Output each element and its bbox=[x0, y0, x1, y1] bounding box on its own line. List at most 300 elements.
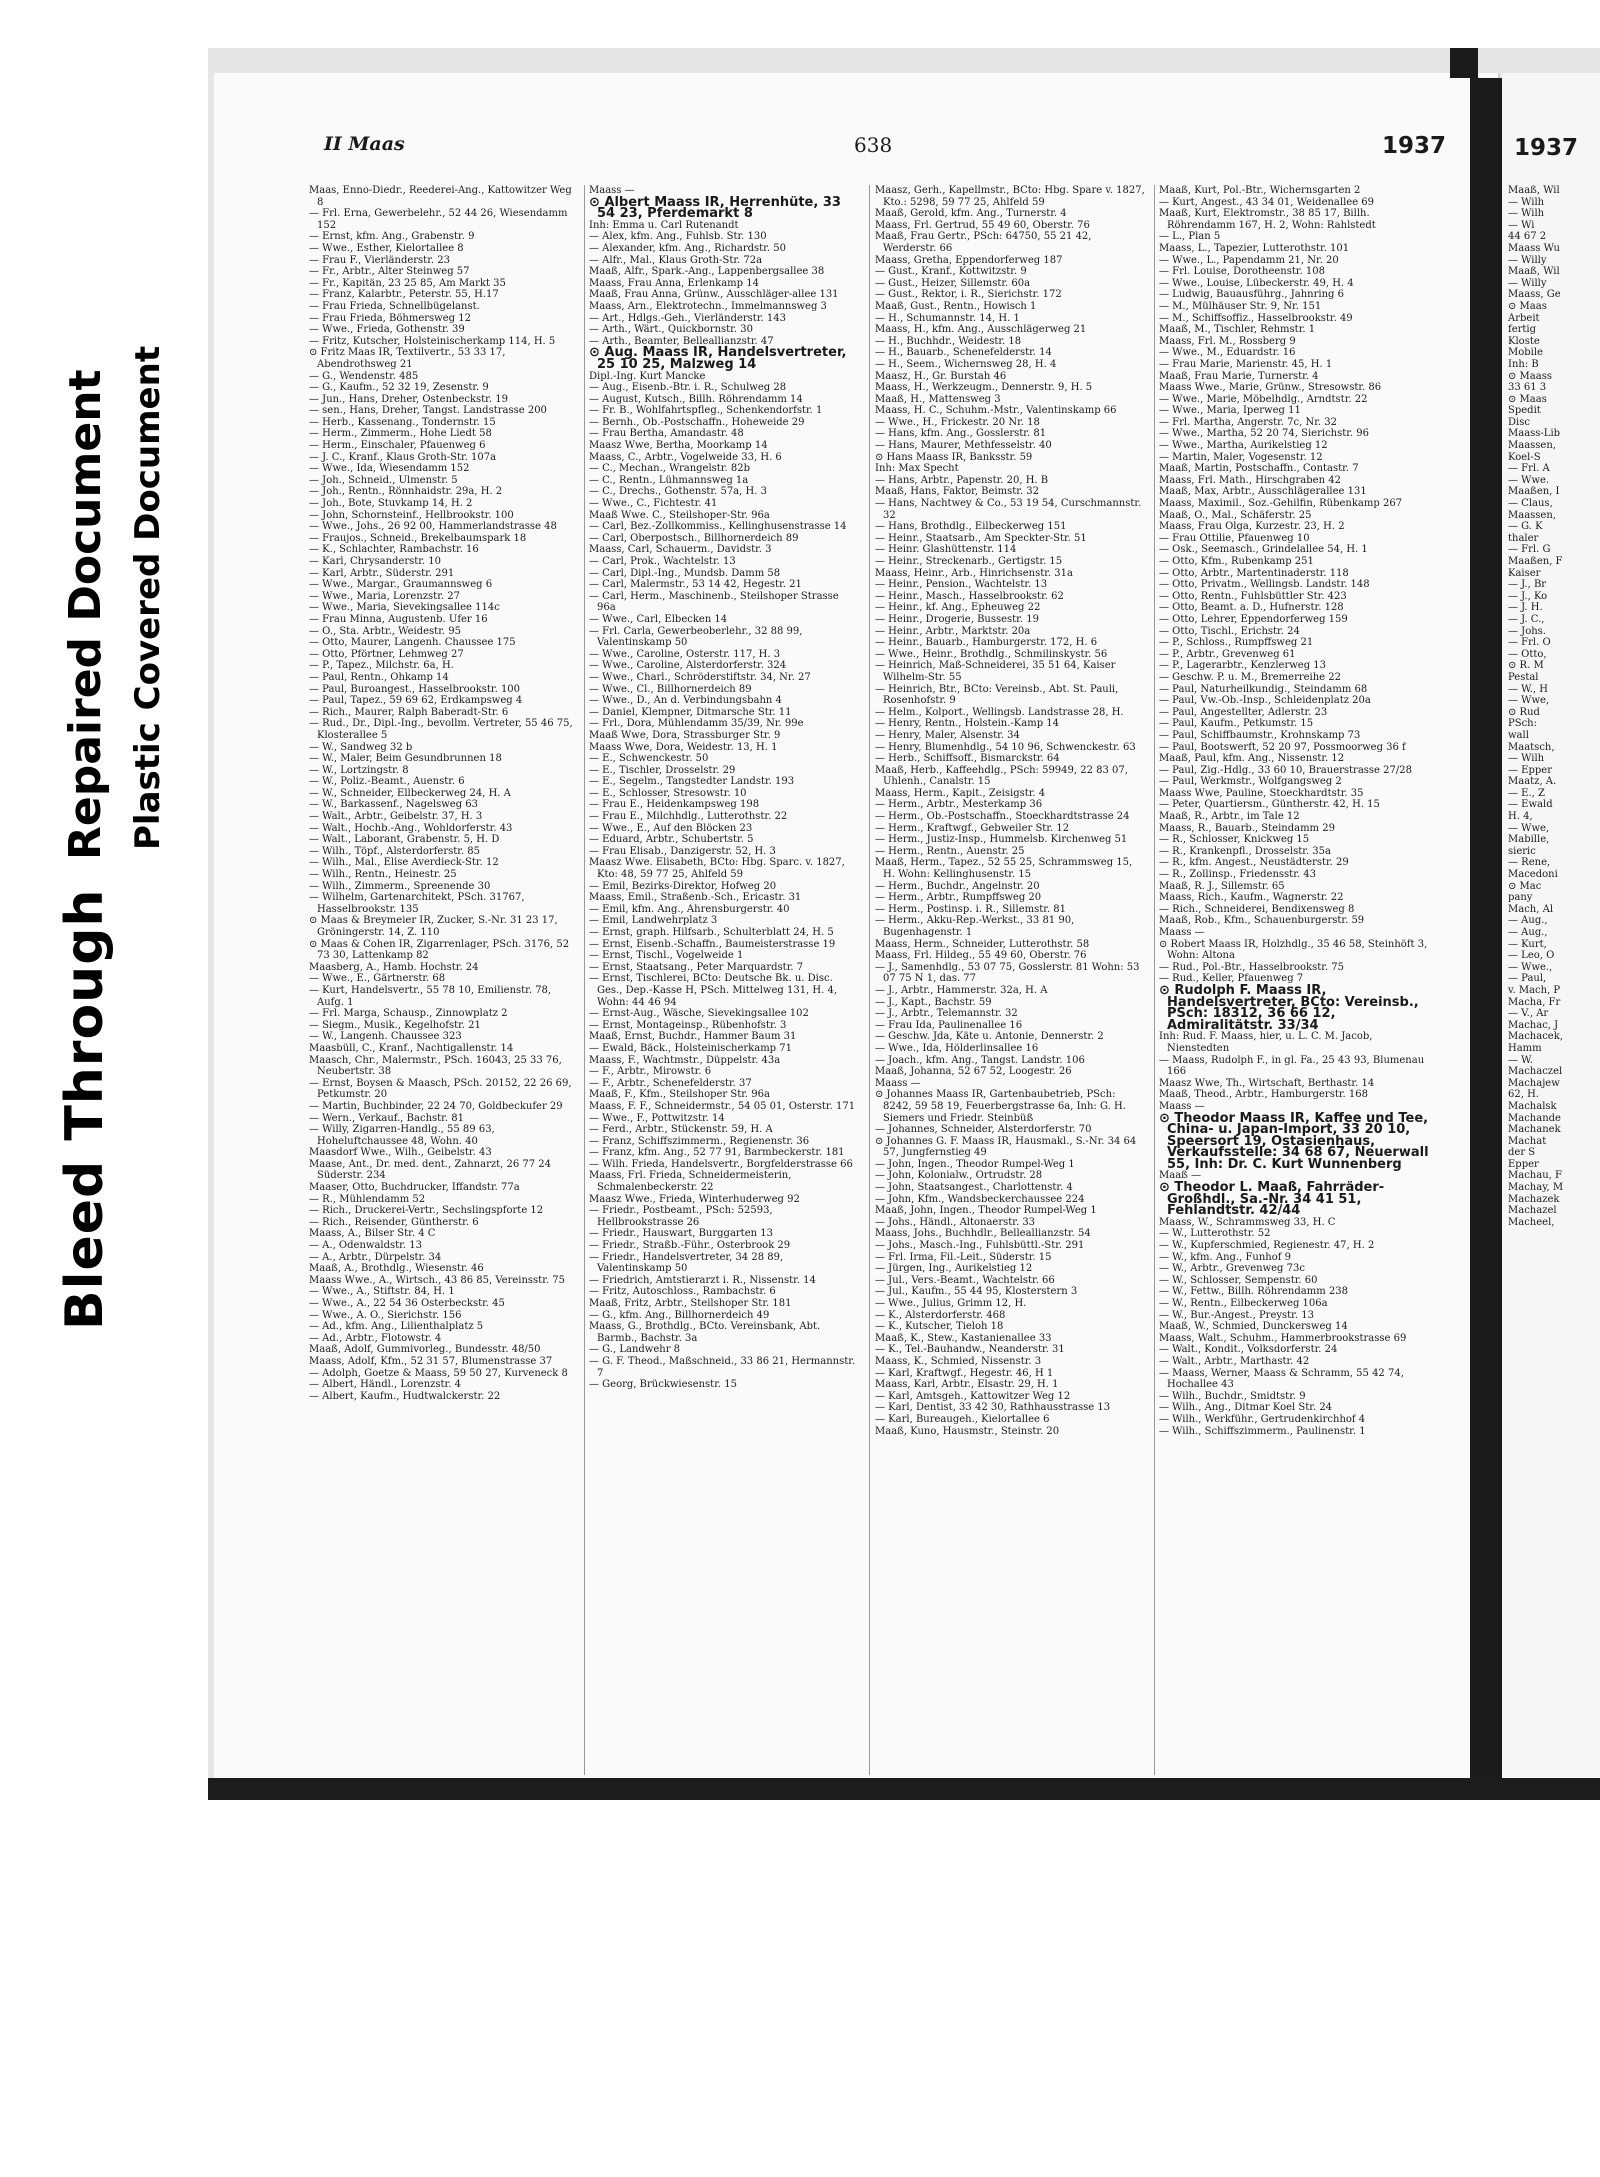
directory-entry: — Wilh., Buchdr., Smidtstr. 9 bbox=[1159, 1390, 1306, 1402]
directory-entry: Maass, Herm., Kapit., Zeisigstr. 4 bbox=[875, 787, 1046, 799]
directory-entry: — Henry, Maler, Alsenstr. 34 bbox=[875, 729, 1020, 741]
directory-entry: — Herm., Arbtr., Rumpffsweg 20 bbox=[875, 892, 1042, 904]
directory-entry: Maass, R., Bauarb., Steindamm 29 bbox=[1159, 822, 1335, 834]
directory-entry: — E., Schlosser, Stresowstr. 10 bbox=[589, 787, 747, 799]
directory-entry: — Frau F., Vierländerstr. 23 bbox=[309, 254, 450, 266]
directory-entry: — Rich., Druckerei-Vertr., Sechslingspforte 12 bbox=[309, 1205, 544, 1217]
directory-entry: — Carl, Prok., Wachtelstr. 13 bbox=[589, 556, 736, 567]
next-page-entry: — Kurt, bbox=[1508, 938, 1547, 950]
next-page-entry: Koel-S bbox=[1508, 451, 1541, 463]
page-number: 638 bbox=[854, 133, 893, 157]
directory-entry: — Hans, Arbtr., Papenstr. 20, H. B bbox=[875, 474, 1049, 486]
directory-entry: — W., Schlosser, Sempenstr. 60 bbox=[1159, 1274, 1318, 1286]
next-page-entry: pany bbox=[1508, 892, 1533, 904]
next-page-entry: — J., Br bbox=[1508, 579, 1547, 591]
directory-entry: — W., Sandweg 32 b bbox=[309, 741, 413, 753]
directory-entry: — Herm., Kraftwgf., Gebweiler Str. 12 bbox=[875, 822, 1070, 834]
directory-entry: — Fr. B., Wohlfahrtspfleg., Schenkendorfstr. 1 bbox=[589, 405, 823, 417]
next-page-entry: Macheel, bbox=[1508, 1216, 1555, 1228]
directory-entry: — Herm., Ob.-Postschaffn., Stoeckhardtstrasse 24 bbox=[875, 811, 1130, 823]
directory-entry: — Franz, Schiffszimmerm., Regienenstr. 36 bbox=[589, 1135, 810, 1147]
directory-entry: — R., Krankenpfl., Drosselstr. 35a bbox=[1159, 845, 1331, 857]
next-page-entry: Machacek, bbox=[1508, 1031, 1563, 1043]
directory-entry: — Jul., Vers.-Beamt., Wachtelstr. 66 bbox=[875, 1274, 1055, 1286]
next-page-entry: ⊙ R. M bbox=[1508, 660, 1544, 672]
directory-entry: — W., Barkassenf., Nagelsweg 63 bbox=[309, 799, 479, 811]
next-page-entry: Machande bbox=[1508, 1112, 1561, 1124]
directory-entry: — Wwe., Martha, 52 20 74, Sierichstr. 96 bbox=[1159, 428, 1370, 440]
directory-entry: — Fraujos., Schneid., Brekelbaumspark 18 bbox=[309, 532, 527, 544]
directory-entry: — Fritz, Autoschloss., Rambachstr. 6 bbox=[589, 1286, 776, 1298]
directory-entry: Maasz, Gerh., Kapellmstr., BCto: Hbg. Spare v. 1827, Kto.: 5298, 59 77 25, Ahlfeld 59 bbox=[875, 185, 1145, 208]
directory-entry: — Walt., Hochb.-Ang., Wohldorferstr. 43 bbox=[309, 822, 513, 834]
directory-entry: Maass, H., kfm. Ang., Ausschlägerweg 21 bbox=[875, 324, 1087, 336]
directory-entry: Maaß, F., Kfm., Steilshoper Str. 96a bbox=[589, 1089, 770, 1101]
next-page-entry: — Frl. O bbox=[1508, 637, 1551, 649]
column-divider bbox=[584, 185, 585, 1775]
directory-entry: Maass, K., Schmied, Nissenstr. 3 bbox=[875, 1355, 1042, 1367]
next-page-entry: Machalsk bbox=[1508, 1100, 1557, 1112]
directory-entry: — J., Samenhdlg., 53 07 75, Gosslerstr. 81 Wohn: 53 07 75 N 1, das. 77 bbox=[875, 961, 1140, 985]
directory-entry: — John, Kfm., Wandsbeckerchaussee 224 bbox=[875, 1193, 1085, 1205]
directory-entry: — Osk., Seemasch., Grindelallee 54, H. 1 bbox=[1159, 544, 1368, 556]
directory-entry: — Friedr., Postbeamt., PSch: 52593, Hellbrookstrasse 26 bbox=[589, 1205, 773, 1228]
directory-entry: — Joh., Bote, Stuvkamp 14, H. 2 bbox=[309, 498, 473, 510]
directory-entry: — Wilh., Töpf., Alsterdorferstr. 85 bbox=[309, 845, 481, 857]
next-page-entry: v. Mach, P bbox=[1508, 984, 1561, 996]
next-page-year: 1937 bbox=[1514, 135, 1579, 161]
directory-entry: — Emil, Landwehrplatz 3 bbox=[589, 915, 718, 927]
directory-entry: — Herm., Justiz-Insp., Hummelsb. Kirchenweg 51 bbox=[875, 834, 1128, 846]
directory-entry: — Paul, Kaufm., Petkumstr. 15 bbox=[1159, 718, 1314, 730]
directory-entry: — Henry, Blumenhdlg., 54 10 96, Schwenckestr. 63 bbox=[875, 741, 1136, 753]
directory-entry: — M., Schiffsoffiz., Hasselbrookstr. 49 bbox=[1159, 312, 1353, 324]
directory-entry: — Otto, Privatm., Wellingsb. Landstr. 148 bbox=[1159, 579, 1370, 591]
directory-entry: — John, Kolonialw., Ortrudstr. 28 bbox=[875, 1170, 1043, 1182]
directory-entry: — Paul, Tapez., 59 69 62, Erdkampsweg 4 bbox=[309, 695, 523, 707]
directory-entry: ⊙ Hans Maass IR, Banksstr. 59 bbox=[875, 451, 1033, 463]
directory-entry: — Hans, Maurer, Methfesselstr. 40 bbox=[875, 440, 1052, 452]
directory-entry: Maaß, Kurt, Elektromstr., 38 85 17, Billh. Röhrendamm 167, H. 2, Wohn: Rahlstedt bbox=[1159, 208, 1376, 231]
directory-entry: — Frau Ida, Paulinenallee 16 bbox=[875, 1019, 1023, 1031]
repaired-document-label: Repaired Document bbox=[60, 369, 111, 860]
directory-entry: — Frau Bertha, Amandastr. 48 bbox=[589, 428, 744, 440]
directory-entry: Inh: Emma u. Carl Rutenandt bbox=[589, 219, 739, 231]
directory-entry: — K., Alsterdorferstr. 468 bbox=[875, 1309, 1006, 1321]
directory-entry: — Walt., Arbtr., Marthastr. 42 bbox=[1159, 1355, 1310, 1367]
directory-entry: Maass, Frau Anna, Erlenkamp 14 bbox=[589, 277, 759, 289]
directory-entry: — H., Buchhdr., Weidestr. 18 bbox=[875, 335, 1022, 347]
directory-entry: — Wilh., Ang., Ditmar Koel Str. 24 bbox=[1159, 1402, 1333, 1414]
directory-entry: Maaß, Gust., Rentn., Howisch 1 bbox=[875, 300, 1037, 312]
directory-entry: — Karl, Dentist, 33 42 30, Rathhausstrasse 13 bbox=[875, 1402, 1111, 1414]
directory-entry: — Helm., Kolport., Wellingsb. Landstrasse 28, H. bbox=[875, 706, 1124, 718]
directory-entry: ⊙ Aug. Maass IR, Handelsvertreter, 25 10 25, Malzweg 14 bbox=[589, 345, 847, 372]
directory-column-3 bbox=[875, 185, 1145, 1775]
directory-entry: ⊙ Johannes G. F. Maass IR, Hausmakl., S.-Nr. 34 64 57, Jungfernstieg 49 bbox=[875, 1135, 1137, 1159]
directory-entry: Maasberg, A., Hamb. Hochstr. 24 bbox=[309, 961, 479, 973]
directory-entry: Maass, Karl, Arbtr., Elsastr. 29, H. 1 bbox=[875, 1379, 1059, 1391]
directory-entry: — Alfr., Mal., Klaus Groth-Str. 72a bbox=[589, 254, 763, 266]
directory-entry: — Wwe., Martha, Aurikelstieg 12 bbox=[1159, 440, 1328, 452]
directory-entry: — Wwe., Heinr., Brothdlg., Schmilinskystr. 56 bbox=[875, 648, 1108, 660]
directory-entry: — Heinr., Bauarb., Hamburgerstr. 172, H. 6 bbox=[875, 637, 1098, 649]
directory-entry: — L., Plan 5 bbox=[1159, 231, 1221, 243]
directory-entry: — W., Schneider, Ellbeckerweg 24, H. A bbox=[309, 787, 511, 799]
directory-entry: — Alex, kfm. Ang., Fuhlsb. Str. 130 bbox=[589, 231, 767, 243]
directory-entry: — Wwe., Caroline, Alsterdorferstr. 324 bbox=[589, 660, 787, 672]
directory-entry: — Wwe., F., Pottwitzstr. 14 bbox=[589, 1112, 725, 1124]
next-page-entry: Machay, M bbox=[1508, 1182, 1564, 1194]
directory-entry: — E., Schwenckestr. 50 bbox=[589, 753, 709, 765]
directory-entry: — Wern., Verkauf., Bachstr. 81 bbox=[309, 1112, 464, 1124]
next-page-entry: wall bbox=[1508, 729, 1529, 741]
next-page-entry: — Claus, bbox=[1508, 498, 1553, 510]
directory-entry: Maass, Frl. Hildeg., 55 49 60, Oberstr. 76 bbox=[875, 950, 1087, 962]
directory-entry: ⊙ Albert Maass IR, Herrenhüte, 33 54 23, Pferdemarkt 8 bbox=[589, 194, 841, 222]
next-page-entry: — V., Ar bbox=[1508, 1008, 1549, 1020]
directory-entry: — Ernst, Staatsang., Peter Marquardstr. 7 bbox=[589, 961, 804, 973]
directory-entry: Maass, Gretha, Eppendorferweg 187 bbox=[875, 254, 1063, 266]
directory-entry: — Gust., Heizer, Sillemstr. 60a bbox=[875, 277, 1031, 289]
directory-entry: ⊙ Theodor Maass IR, Kaffee und Tee, China- u. Japan-Import, 33 20 10, Speersort 19, Ostasienhaus, Verkaufsstelle: 34 68 67, Neuerwall 55, Inh: Dr. C. Kurt Wunnenberg bbox=[1159, 1110, 1429, 1172]
next-page-entry: Maass Wu bbox=[1508, 242, 1560, 254]
directory-entry: — E., Tischler, Drosselstr. 29 bbox=[589, 764, 736, 776]
directory-entry: — P., Arbtr., Grevenweg 61 bbox=[1159, 648, 1296, 660]
directory-entry: — G., Kaufm., 52 32 19, Zesenstr. 9 bbox=[309, 382, 489, 394]
directory-column-4 bbox=[1159, 185, 1429, 1775]
directory-entry: Maass — bbox=[1159, 1100, 1205, 1112]
directory-entry: — Frau E., Heidenkampsweg 198 bbox=[589, 799, 760, 811]
next-page-entry: — Frl. G bbox=[1508, 544, 1551, 556]
directory-entry: — Wilhelm, Gartenarchitekt, PSch. 31767, Hasselbrookstr. 135 bbox=[309, 892, 525, 915]
scan-bottom-edge bbox=[208, 1778, 1600, 1800]
next-page-entry: — Wwe., bbox=[1508, 961, 1553, 973]
directory-entry: — Daniel, Klempner, Ditmarsche Str. 11 bbox=[589, 706, 792, 718]
directory-entry: — Wwe., Caroline, Osterstr. 117, H. 3 bbox=[589, 648, 781, 660]
directory-entry: — Carl, Bez.-Zollkommiss., Kellinghusenstrasse 14 bbox=[589, 521, 847, 533]
next-page-entry: — Willy bbox=[1508, 277, 1547, 289]
directory-entry: — Georg, Brückwiesenstr. 15 bbox=[589, 1379, 737, 1391]
directory-entry: — Wwe., D., An d. Verbindungsbahn 4 bbox=[589, 695, 782, 707]
directory-entry: — Wilh., Schiffszimmerm., Paulinenstr. 1 bbox=[1159, 1425, 1366, 1437]
directory-entry: — Herb., Kassenang., Tondernstr. 15 bbox=[309, 416, 496, 428]
directory-entry: Maass — bbox=[1159, 927, 1205, 938]
directory-entry: Maass, Frl. Frieda, Schneidermeisterin, Schmalenbeckerstr. 22 bbox=[589, 1170, 792, 1194]
directory-entry: — Wwe., Carl, Elbecken 14 bbox=[589, 613, 728, 625]
page-year: 1937 bbox=[1382, 133, 1447, 159]
directory-entry: Maaß Wwe, Dora, Strassburger Str. 9 bbox=[589, 729, 781, 741]
next-page-entry: — J., Ko bbox=[1508, 590, 1548, 602]
directory-entry: — Frau Elisab., Danzigerstr. 52, H. 3 bbox=[589, 845, 776, 857]
directory-entry: — Wwe., A. O., Sierichstr. 156 bbox=[309, 1309, 462, 1321]
directory-entry: Maass, Adolf, Kfm., 52 31 57, Blumenstrasse 37 bbox=[309, 1355, 553, 1367]
next-page-entry: — G. K bbox=[1508, 521, 1543, 533]
directory-entry: — G. F. Theod., Maßschneid., 33 86 21, Hermannstr. 7 bbox=[589, 1355, 856, 1379]
next-page-entry: Kaiser bbox=[1508, 567, 1541, 579]
next-page-entry: PSch: bbox=[1508, 718, 1537, 730]
next-page-entry: — J. C., bbox=[1508, 613, 1545, 625]
directory-entry: Maasz Wwe. Elisabeth, BCto: Hbg. Sparc. v. 1827, Kto: 48, 59 77 25, Ahlfeld 59 bbox=[589, 857, 845, 881]
plastic-covered-label: Plastic Covered Document bbox=[128, 345, 168, 850]
directory-entry: Maaß, Herm., Tapez., 52 55 25, Schrammsweg 15, H. Wohn: Kellinghusenstr. 15 bbox=[875, 857, 1133, 881]
directory-entry: Maass, G., Brothdlg., BCto. Vereinsbank, Abt. Barmb., Bachstr. 3a bbox=[589, 1321, 821, 1344]
directory-entry: — Wwe., Ida, Wiesendamm 152 bbox=[309, 463, 470, 475]
directory-entry: Maasbüll, C., Kranf., Nachtigallenstr. 14 bbox=[309, 1042, 514, 1054]
directory-entry: — H., Schumannstr. 14, H. 1 bbox=[875, 312, 1020, 324]
directory-entry: — Wwe., Marie, Möbelhdlg., Arndtstr. 22 bbox=[1159, 393, 1368, 405]
directory-entry: — Wwe., L., Papendamm 21, Nr. 20 bbox=[1159, 254, 1339, 266]
directory-entry: — R., Zollinsp., Friedensstr. 43 bbox=[1159, 869, 1316, 881]
next-page-entry: — Willy bbox=[1508, 254, 1547, 266]
directory-entry: Maaß, Hans, Faktor, Beimstr. 32 bbox=[875, 486, 1040, 498]
directory-entry: — Ewald, Bäck., Holsteinischerkamp 71 bbox=[589, 1042, 792, 1054]
directory-entry: — Rich., Reisender, Güntherstr. 6 bbox=[309, 1216, 479, 1228]
next-page-entry: — Epper bbox=[1508, 764, 1552, 776]
directory-entry: — Walt., Arbtr., Geibelstr. 37, H. 3 bbox=[309, 811, 483, 823]
directory-entry: — Herm., Zimmerm., Hohe Liedt 58 bbox=[309, 428, 492, 440]
directory-entry: — W., Langenh. Chaussee 323 bbox=[309, 1031, 462, 1043]
directory-entry: — W., Kupferschmied, Regienestr. 47, H. 2 bbox=[1159, 1240, 1375, 1252]
next-page-entry: Epper bbox=[1508, 1158, 1539, 1170]
directory-entry: — Paul, Buroangest., Hasselbrookstr. 100 bbox=[309, 683, 521, 695]
directory-entry: — K., Tel.-Bauhandw., Neanderstr. 31 bbox=[875, 1344, 1065, 1356]
directory-entry: — Jürgen, Ing., Aurikelstieg 12 bbox=[875, 1263, 1033, 1275]
directory-entry: — Herm., Arbtr., Mesterkamp 36 bbox=[875, 799, 1043, 811]
directory-entry: ⊙ Robert Maass IR, Holzhdlg., 35 46 58, Steinhöft 3, Wohn: Altona bbox=[1159, 938, 1428, 962]
directory-entry: Maaß, R. J., Sillemstr. 65 bbox=[1159, 880, 1285, 892]
directory-entry: — K., Schlachter, Rambachstr. 16 bbox=[309, 544, 479, 556]
next-page-entry: Macedoni bbox=[1508, 869, 1558, 881]
directory-entry: ⊙ Rudolph F. Maass IR, Handelsvertreter, BCto: Vereinsb., PSch: 18312, 36 66 12, Admiralitätstr. 33/34 bbox=[1159, 982, 1419, 1033]
directory-entry: — Ludwig, Bauausführg., Jahnring 6 bbox=[1159, 289, 1344, 301]
directory-entry: — Johannes, Schneider, Alsterdorferstr. 70 bbox=[875, 1124, 1092, 1136]
directory-entry: — Ernst, Tischlerei, BCto: Deutsche Bk. u. Disc. Ges., Dep.-Kasse H, PSch. Mittelweg 131, H. 4, Wohn: 44 46 94 bbox=[589, 973, 838, 1008]
directory-entry: — Kurt, Handelsvertr., 55 78 10, Emilienstr. 78, Aufg. 1 bbox=[309, 984, 552, 1008]
next-page-entry: Mobile bbox=[1508, 347, 1543, 359]
directory-entry: Dipl.-Ing. Kurt Mancke bbox=[589, 370, 706, 382]
directory-entry: — R., Schlosser, Knickweg 15 bbox=[1159, 834, 1310, 846]
directory-entry: — Otto, Maurer, Langenh. Chaussee 175 bbox=[309, 637, 516, 649]
directory-entry: — Emil, Bezirks-Direktor, Hofweg 20 bbox=[589, 880, 777, 892]
directory-entry: — Wwe., E., Auf den Blöcken 23 bbox=[589, 822, 753, 834]
next-page-entry: Machazel bbox=[1508, 1205, 1557, 1217]
directory-entry: ⊙ Maas & Cohen IR, Zigarrenlager, PSch. 3176, 52 73 30, Lattenkamp 82 bbox=[309, 938, 570, 962]
next-page-entry: — E., Z bbox=[1508, 787, 1545, 799]
next-page-entry: fertig bbox=[1508, 324, 1537, 336]
directory-entry: — W., Poliz.-Beamt., Auenstr. 6 bbox=[309, 776, 465, 788]
directory-entry: — Frl. Irma, Fil.-Leit., Süderstr. 15 bbox=[875, 1251, 1052, 1263]
directory-entry: — Heinr., Drogerie, Bussestr. 19 bbox=[875, 613, 1039, 625]
directory-entry: — Friedr., Hauswart, Burggarten 13 bbox=[589, 1228, 773, 1240]
directory-entry: — Ad., Arbtr., Flotowstr. 4 bbox=[309, 1332, 442, 1344]
directory-entry: — Rich., Schneiderei, Bendixensweg 8 bbox=[1159, 903, 1355, 915]
next-page-entry: Maaß, Wil bbox=[1508, 185, 1560, 196]
directory-entry: — H., Bauarb., Schenefelderstr. 14 bbox=[875, 347, 1052, 359]
directory-entry: — Hans, Nachtwey & Co., 53 19 54, Curschmannstr. 32 bbox=[875, 498, 1142, 521]
next-page-entry: 44 67 2 bbox=[1508, 231, 1547, 243]
directory-entry: — Walt., Kondit., Volksdorferstr. 24 bbox=[1159, 1344, 1338, 1356]
directory-entry: — Paul, Rentn., Ohkamp 14 bbox=[309, 671, 449, 683]
next-page-entry: ⊙ Maas bbox=[1508, 300, 1547, 312]
directory-entry: — Eduard, Arbtr., Schubertstr. 5 bbox=[589, 834, 754, 846]
directory-entry: — Ernst, Montageinsp., Rübenhofstr. 3 bbox=[589, 1019, 787, 1031]
next-page-entry: Maassen, bbox=[1508, 509, 1556, 521]
next-page-entry: H. 4, bbox=[1508, 811, 1533, 823]
directory-entry: — Frau Ottilie, Pfauenweg 10 bbox=[1159, 532, 1310, 544]
directory-entry: — Maass, Rudolph F., in gl. Fa., 25 43 93, Blumenau 166 bbox=[1159, 1054, 1425, 1078]
directory-entry: — John, Schornsteinf., Hellbrookstr. 100 bbox=[309, 509, 514, 521]
directory-entry: — Herb., Schiffsoff., Bismarckstr. 64 bbox=[875, 753, 1060, 765]
directory-entry: — M., Mülhäuser Str. 9, Nr. 151 bbox=[1159, 300, 1322, 312]
directory-entry: Maaß, O., Mal., Schäferstr. 25 bbox=[1159, 509, 1312, 521]
directory-entry: — Herm., Postinsp. i. R., Sillemstr. 81 bbox=[875, 903, 1067, 915]
directory-entry: — Siegm., Musik., Kegelhofstr. 21 bbox=[309, 1019, 481, 1031]
next-page-entry: — W., H bbox=[1508, 683, 1548, 695]
next-page-entry: — Leo, O bbox=[1508, 950, 1555, 962]
directory-entry: — Heinr. Glashüttenstr. 114 bbox=[875, 544, 1017, 556]
directory-entry: — Carl, Malermstr., 53 14 42, Hegestr. 21 bbox=[589, 579, 802, 591]
next-page-entry: — Frl. A bbox=[1508, 463, 1550, 475]
next-page-entry: ⊙ Maas bbox=[1508, 393, 1547, 405]
directory-entry: Maasdorf Wwe., Wilh., Geibelstr. 43 bbox=[309, 1147, 492, 1159]
directory-entry: — Ernst, Tischl., Vogelweide 1 bbox=[589, 950, 744, 962]
next-page-entry: Inh: B bbox=[1508, 358, 1539, 370]
next-page-entry: Mabille, bbox=[1508, 834, 1550, 846]
directory-entry: — Wwe., Ida, Hölderlinsallee 16 bbox=[875, 1042, 1039, 1054]
directory-entry: — Alexander, kfm. Ang., Richardstr. 50 bbox=[589, 242, 786, 254]
next-page-column bbox=[1508, 185, 1598, 1775]
directory-entry: Maasz Wwe, Bertha, Moorkamp 14 bbox=[589, 440, 768, 452]
directory-entry: — Karl, Amtsgeh., Kattowitzer Weg 12 bbox=[875, 1390, 1071, 1402]
directory-entry: — G., kfm. Ang., Billhornerdeich 49 bbox=[589, 1309, 770, 1321]
directory-entry: — Rud., Pol.-Btr., Hasselbrookstr. 75 bbox=[1159, 961, 1345, 973]
directory-entry: Maaß, Max, Arbtr., Ausschlägerallee 131 bbox=[1159, 486, 1367, 498]
directory-entry: Maaß, Kuno, Hausmstr., Steinstr. 20 bbox=[875, 1425, 1060, 1437]
next-page-entry: Machaczel bbox=[1508, 1066, 1563, 1078]
directory-entry: — Franz, kfm. Ang., 52 77 91, Barmbeckerstr. 181 bbox=[589, 1147, 845, 1159]
directory-entry: — Jul., Kaufm., 55 44 95, Klosterstern 3 bbox=[875, 1286, 1078, 1298]
directory-entry: ⊙ Maas & Breymeier IR, Zucker, S.-Nr. 31 23 17, Gröningerstr. 14, Z. 110 bbox=[309, 915, 558, 938]
next-page-entry: — Wilh bbox=[1508, 208, 1545, 220]
directory-entry: — W., Bur.-Angest., Preystr. 13 bbox=[1159, 1309, 1314, 1321]
directory-entry: Maaß, John, Ingen., Theodor Rumpel-Weg 1 bbox=[875, 1205, 1097, 1217]
directory-entry: — Heinr., kf. Ang., Epheuweg 22 bbox=[875, 602, 1041, 614]
directory-entry: Maass, H., Werkzeugm., Dennerstr. 9, H. 5 bbox=[875, 382, 1093, 394]
directory-entry: Maaß, Ernst, Buchdr., Hammer Baum 31 bbox=[589, 1031, 797, 1043]
page-header-left: II Maas bbox=[324, 133, 405, 155]
directory-entry: Maass, Rich., Kaufm., Wagnerstr. 22 bbox=[1159, 892, 1344, 904]
directory-entry: — O., Sta. Arbtr., Weidestr. 95 bbox=[309, 625, 461, 637]
directory-entry: — Joh., Schneid., Ulmenstr. 5 bbox=[309, 474, 458, 486]
directory-entry: Maaß, Frau Gertr., PSch: 64750, 55 21 42, Werderstr. 66 bbox=[875, 231, 1092, 254]
next-page-entry: Maaßen, I bbox=[1508, 486, 1560, 498]
directory-entry: Maas, Enno-Diedr., Reederei-Ang., Kattowitzer Weg 8 bbox=[309, 185, 572, 208]
directory-entry: — Ernst-Aug., Wäsche, Sievekingsallee 102 bbox=[589, 1008, 809, 1020]
directory-entry: Maass, Frau Olga, Kurzestr. 23, H. 2 bbox=[1159, 521, 1345, 533]
directory-entry: — Albert, Händl., Lorenzstr. 4 bbox=[309, 1379, 461, 1391]
directory-entry: — Wilh., Zimmerm., Spreenende 30 bbox=[309, 880, 491, 892]
next-page-entry: Machajew bbox=[1508, 1077, 1560, 1089]
directory-entry: — H., Seem., Wichernsweg 28, H. 4 bbox=[875, 358, 1057, 370]
directory-entry: Maaß, Martin, Postschaffn., Contastr. 7 bbox=[1159, 463, 1359, 475]
next-page-entry: ⊙ Maass bbox=[1508, 370, 1552, 382]
directory-entry: — Paul, Angestellter, Adlerstr. 23 bbox=[1159, 706, 1328, 718]
next-page-entry: Maatsch, bbox=[1508, 741, 1555, 753]
next-page-entry: — J. H. bbox=[1508, 602, 1543, 614]
next-page-entry: Spedit bbox=[1508, 405, 1541, 417]
directory-entry: — Heinr., Masch., Hasselbrookstr. 62 bbox=[875, 590, 1064, 602]
next-page-entry: — Wwe. bbox=[1508, 474, 1550, 486]
directory-entry: — Arth., Wärt., Quickbornstr. 30 bbox=[589, 324, 753, 336]
directory-entry: — Frl. Martha, Angerstr. 7c, Nr. 32 bbox=[1159, 416, 1337, 428]
directory-entry: — Herm., Einschaler, Pfauenweg 6 bbox=[309, 440, 486, 452]
directory-entry: — Wilh., Mal., Elise Averdieck-Str. 12 bbox=[309, 857, 499, 869]
directory-entry: — Karl, Arbtr., Süderstr. 291 bbox=[309, 567, 455, 579]
directory-entry: — Wwe., Johs., 26 92 00, Hammerlandstrasse 48 bbox=[309, 521, 557, 533]
directory-entry: — Heinrich, Btr., BCto: Vereinsb., Abt. St. Pauli, Rosenhofstr. 9 bbox=[875, 683, 1119, 707]
directory-entry: ⊙ Fritz Maas IR, Textilvertr., 53 33 17, Abendrothsweg 21 bbox=[309, 347, 506, 370]
directory-entry: — Frl. Louise, Dorotheenstr. 108 bbox=[1159, 266, 1326, 278]
directory-entry: — F., Arbtr., Schenefelderstr. 37 bbox=[589, 1077, 752, 1089]
directory-entry: — Geschw. P. u. M., Bremerreihe 22 bbox=[1159, 671, 1342, 683]
directory-entry: — Wwe., A., Stiftstr. 84, H. 1 bbox=[309, 1286, 455, 1298]
directory-entry: — C., Rentn., Lühmannsweg 1a bbox=[589, 474, 749, 486]
directory-entry: Maaß — bbox=[1159, 1170, 1202, 1182]
directory-entry: — Carl, Dipl.-Ing., Mundsb. Damm 58 bbox=[589, 567, 781, 579]
directory-entry: — Geschw. Jda, Käte u. Antonie, Dennerstr. 2 bbox=[875, 1031, 1104, 1043]
directory-entry: — Wwe., Charl., Schröderstiftstr. 34, Nr. 27 bbox=[589, 671, 811, 683]
next-page-entry: Machau, F bbox=[1508, 1170, 1562, 1182]
directory-entry: — Carl, Herm., Maschinenb., Steilshoper Strasse 96a bbox=[589, 590, 839, 614]
directory-entry: Maaß, H., Mattensweg 3 bbox=[875, 393, 1001, 405]
directory-entry: — Otto, Pförtner, Lehmweg 27 bbox=[309, 648, 464, 660]
directory-entry: — Paul, Werkmstr., Wolfgangsweg 2 bbox=[1159, 776, 1342, 788]
directory-entry: — Ernst, Boysen & Maasch, PSch. 20152, 22 26 69, Petkumstr. 20 bbox=[309, 1077, 572, 1101]
directory-entry: — W., Lutterothstr. 52 bbox=[1159, 1228, 1271, 1240]
directory-entry: — Paul, Vw.-Ob.-Insp., Schleidenplatz 20a bbox=[1159, 695, 1371, 707]
directory-entry: — Ernst, Eisenb.-Schaffn., Baumeisterstrasse 19 bbox=[589, 938, 836, 950]
directory-entry: — Hans, kfm. Ang., Gosslerstr. 81 bbox=[875, 428, 1047, 440]
directory-entry: — F., Arbtr., Mirowstr. 6 bbox=[589, 1066, 712, 1078]
directory-entry: — Wwe., H., Frickestr. 20 Nr. 18 bbox=[875, 416, 1040, 428]
directory-entry: — sen., Hans, Dreher, Tangst. Landstrasse 200 bbox=[309, 405, 547, 417]
directory-entry: Maass, W., Schrammsweg 33, H. C bbox=[1159, 1216, 1336, 1228]
directory-entry: Maass, Frl. Gertrud, 55 49 60, Oberstr. 76 bbox=[875, 219, 1090, 231]
directory-entry: — Heinr., Streckenarb., Gertigstr. 15 bbox=[875, 556, 1063, 567]
directory-entry: — Walt., Laborant, Grabenstr. 5, H. D bbox=[309, 834, 500, 846]
directory-entry: Maaß, Kurt, Pol.-Btr., Wichernsgarten 2 bbox=[1159, 185, 1361, 196]
directory-entry: — Friedr., Straßb.-Führ., Osterbrook 29 bbox=[589, 1240, 791, 1252]
directory-entry: — Franz, Kalarbtr., Peterstr. 55, H.17 bbox=[309, 289, 499, 301]
next-page-entry: Pestal bbox=[1508, 671, 1539, 683]
binding-shadow bbox=[1470, 78, 1502, 1800]
directory-entry: — Ad., kfm. Ang., Lilienthalplatz 5 bbox=[309, 1321, 484, 1333]
directory-entry: — W., Fettw., Billh. Röhrendamm 238 bbox=[1159, 1286, 1348, 1298]
directory-entry: — Herm., Buchdr., Angelnstr. 20 bbox=[875, 880, 1040, 892]
directory-page bbox=[214, 73, 1500, 1778]
directory-entry: Maaß, Frau Anna, Grünw., Ausschläger-allee 131 bbox=[589, 289, 839, 301]
directory-entry: — Fritz, Kutscher, Holsteinischerkamp 114, H. 5 bbox=[309, 335, 556, 347]
directory-entry: — Willy, Zigarren-Handlg., 55 89 63, Hoheluftchaussee 48, Wohn. 40 bbox=[309, 1124, 495, 1147]
directory-entry: Maaß, Alfr., Spark.-Ang., Lappenbergsallee 38 bbox=[589, 266, 825, 278]
directory-entry: Maaß, Fritz, Arbtr., Steilshoper Str. 181 bbox=[589, 1298, 792, 1309]
directory-entry: — A., Arbtr., Dürpelstr. 34 bbox=[309, 1251, 442, 1263]
binding-shadow bbox=[1450, 48, 1478, 78]
directory-entry: — C., Drechs., Gothenstr. 57a, H. 3 bbox=[589, 486, 767, 498]
directory-entry: — Wwe., E., Gärtnerstr. 68 bbox=[309, 973, 446, 985]
directory-entry: Maasz Wwe., Frieda, Winterhuderweg 92 bbox=[589, 1193, 800, 1205]
